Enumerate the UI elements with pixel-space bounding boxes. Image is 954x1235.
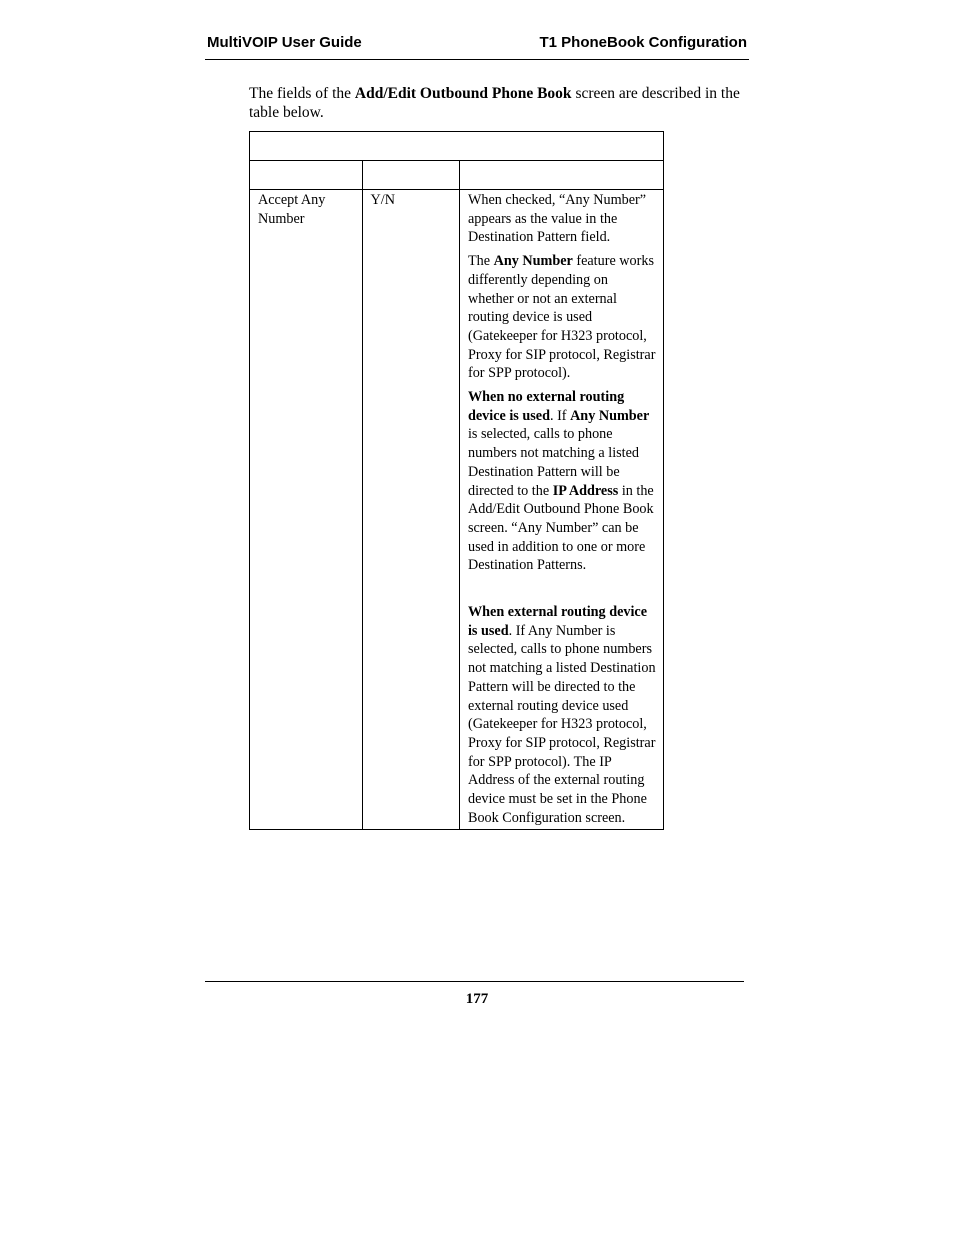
desc-p3-a: When no external routing device is used	[467, 389, 625, 424]
header-right-title: T1 PhoneBook Configuration	[539, 34, 747, 51]
table-header-description	[459, 161, 663, 190]
desc-p3-b: . If	[549, 407, 571, 424]
description-paragraph-1: When checked, “Any Number” appears as the value in the Destination Pattern field.	[467, 192, 647, 246]
table-title-cell	[250, 132, 664, 161]
intro-text-after: screen are described in the table below.	[249, 85, 740, 121]
table-header-field	[250, 161, 363, 190]
table-header-row	[250, 161, 664, 190]
desc-p3-d: is selected, calls to phone numbers not matching a listed Destination Pattern will be directed to the	[467, 426, 639, 499]
desc-p2-b: Any Number	[493, 253, 573, 270]
desc-p2-a: The	[467, 253, 494, 270]
description-paragraph-2	[468, 252, 657, 383]
intro-paragraph	[249, 84, 749, 122]
desc-p4-a: When external routing device is used	[467, 604, 648, 639]
desc-p2-c: feature works differently depending on whether or not an external routing device is used (Gatekeeper for H323 protocol, Proxy for SIP protocol, Registrar for SPP protocol).	[467, 253, 656, 382]
header-left-title: MultiVOIP User Guide	[207, 34, 362, 51]
intro-text-before: The fields of the	[249, 85, 355, 102]
field-description-table	[249, 131, 664, 830]
description-paragraph-4	[468, 603, 657, 827]
header-rule	[205, 59, 749, 60]
field-description-cell	[459, 190, 663, 830]
footer-rule	[205, 981, 744, 982]
field-description	[460, 190, 663, 828]
desc-p3-f: in the Add/Edit Outbound Phone Book screen. “Any Number” can be used in addition to one or more Destination Patterns.	[467, 482, 654, 574]
field-name-cell	[250, 190, 363, 830]
intro-screen-name: Add/Edit Outbound Phone Book	[354, 85, 572, 102]
page-number: 177	[465, 991, 489, 1007]
desc-p4-b: . If Any Number is selected, calls to phone numbers not matching a listed Destination Pattern will be directed to the external routing device used (Gatekeeper for H323 protocol, Proxy for SIP protocol, Registrar for SPP protocol). The IP Address of the external routing device must be set in the Phone Book Configuration screen.	[467, 622, 656, 826]
table-header-values	[362, 161, 459, 190]
field-values-cell	[362, 190, 459, 830]
desc-p3-c: Any Number	[570, 407, 650, 424]
field-values: Y/N	[370, 192, 395, 208]
table-row	[250, 190, 664, 830]
paragraph-spacer	[468, 580, 657, 603]
desc-p3-e: IP Address	[552, 482, 619, 499]
field-name: Accept Any Number	[258, 192, 326, 227]
description-paragraph-3	[468, 388, 657, 575]
table-title-row	[250, 132, 664, 161]
